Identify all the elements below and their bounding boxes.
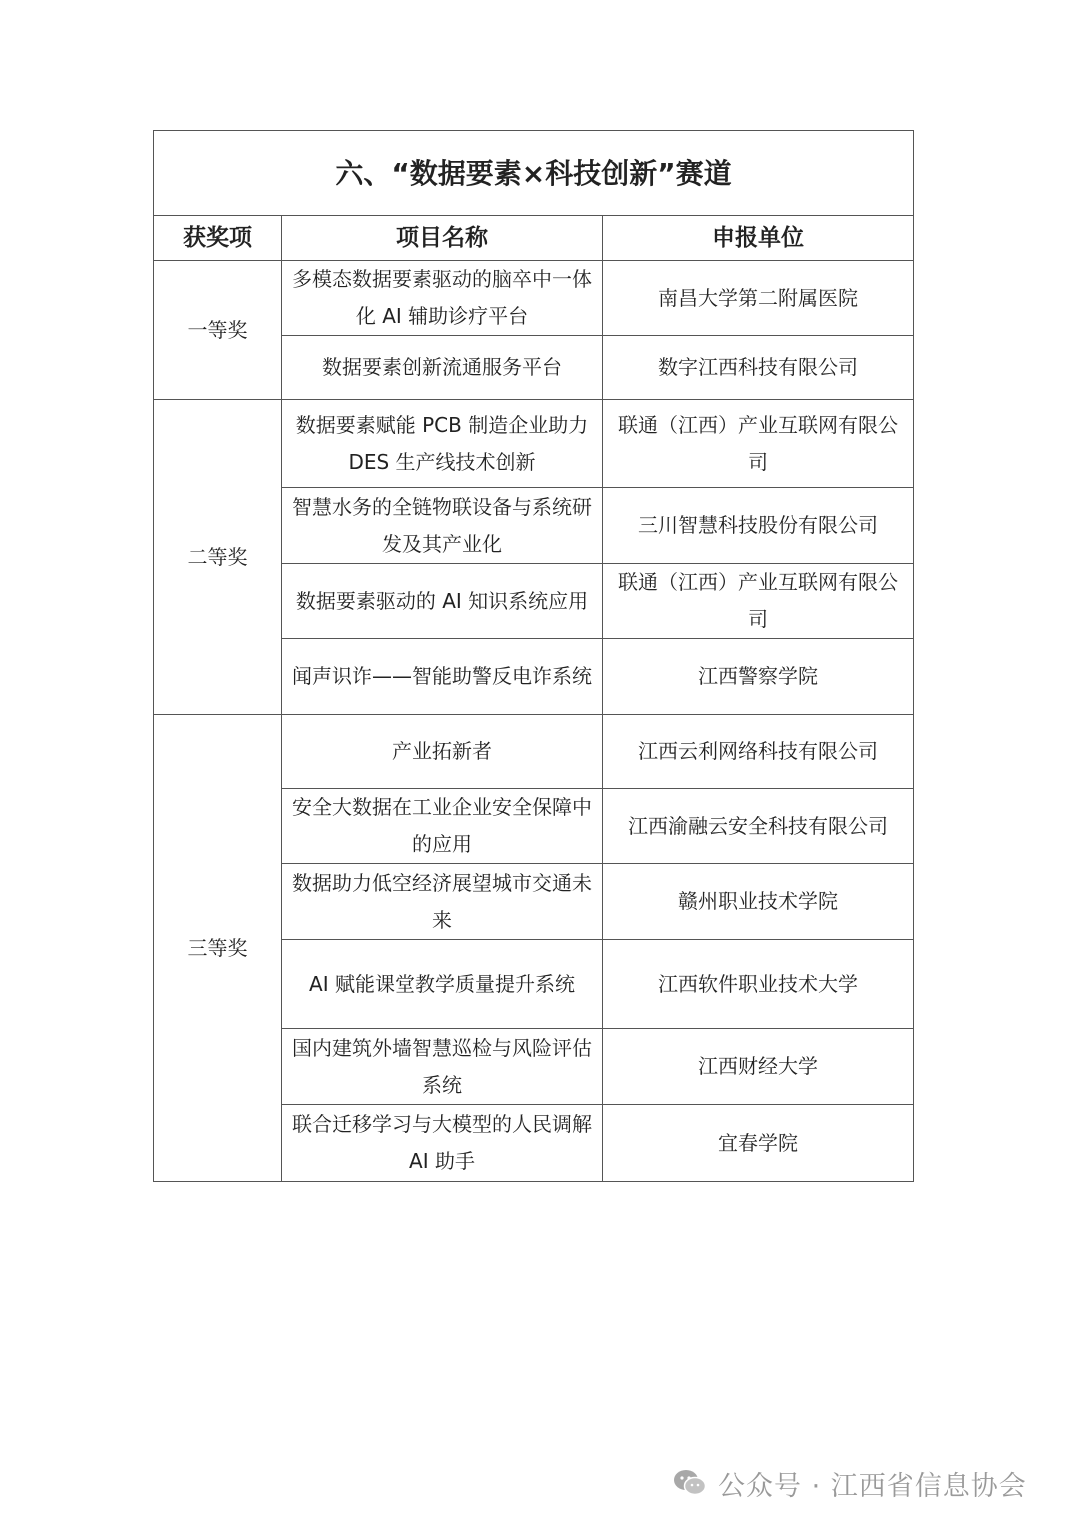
unit-cell: 数字江西科技有限公司 [603,336,914,400]
header-project: 项目名称 [282,216,603,261]
project-cell: 联合迁移学习与大模型的人民调解 AI 助手 [282,1105,603,1182]
award-cell: 一等奖 [154,261,282,400]
watermark [672,1462,1027,1504]
unit-cell: 三川智慧科技股份有限公司 [603,488,914,564]
unit-cell: 江西渝融云安全科技有限公司 [603,789,914,864]
project-cell: AI 赋能课堂教学质量提升系统 [282,940,603,1029]
project-cell: 数据要素驱动的 AI 知识系统应用 [282,564,603,639]
unit-cell: 宜春学院 [603,1105,914,1182]
table-title: 六、“数据要素×科技创新”赛道 [154,131,914,216]
project-cell: 智慧水务的全链物联设备与系统研发及其产业化 [282,488,603,564]
wechat-icon [672,1468,708,1498]
header-award: 获奖项 [154,216,282,261]
unit-cell: 南昌大学第二附属医院 [603,261,914,336]
unit-cell: 江西软件职业技术大学 [603,940,914,1029]
project-cell: 国内建筑外墙智慧巡检与风险评估系统 [282,1029,603,1105]
unit-cell: 赣州职业技术学院 [603,864,914,940]
unit-cell: 江西警察学院 [603,639,914,715]
unit-cell: 江西财经大学 [603,1029,914,1105]
award-cell: 三等奖 [154,715,282,1182]
table-row [154,261,914,336]
unit-cell: 江西云利网络科技有限公司 [603,715,914,789]
project-cell: 数据要素创新流通服务平台 [282,336,603,400]
title-row [154,131,914,216]
header-row [154,216,914,261]
table-row [154,715,914,789]
project-cell: 产业拓新者 [282,715,603,789]
unit-cell: 联通（江西）产业互联网有限公司 [603,564,914,639]
award-table [153,130,914,1182]
table-row [154,400,914,488]
watermark-text: 公众号 · 江西省信息协会 [718,1470,1027,1502]
project-cell: 数据要素赋能 PCB 制造企业助力 DES 生产线技术创新 [282,400,603,488]
unit-cell: 联通（江西）产业互联网有限公司 [603,400,914,488]
header-unit: 申报单位 [603,216,914,261]
project-cell: 闻声识诈——智能助警反电诈系统 [282,639,603,715]
award-cell: 二等奖 [154,400,282,715]
project-cell: 安全大数据在工业企业安全保障中的应用 [282,789,603,864]
project-cell: 数据助力低空经济展望城市交通未来 [282,864,603,940]
project-cell: 多模态数据要素驱动的脑卒中一体化 AI 辅助诊疗平台 [282,261,603,336]
